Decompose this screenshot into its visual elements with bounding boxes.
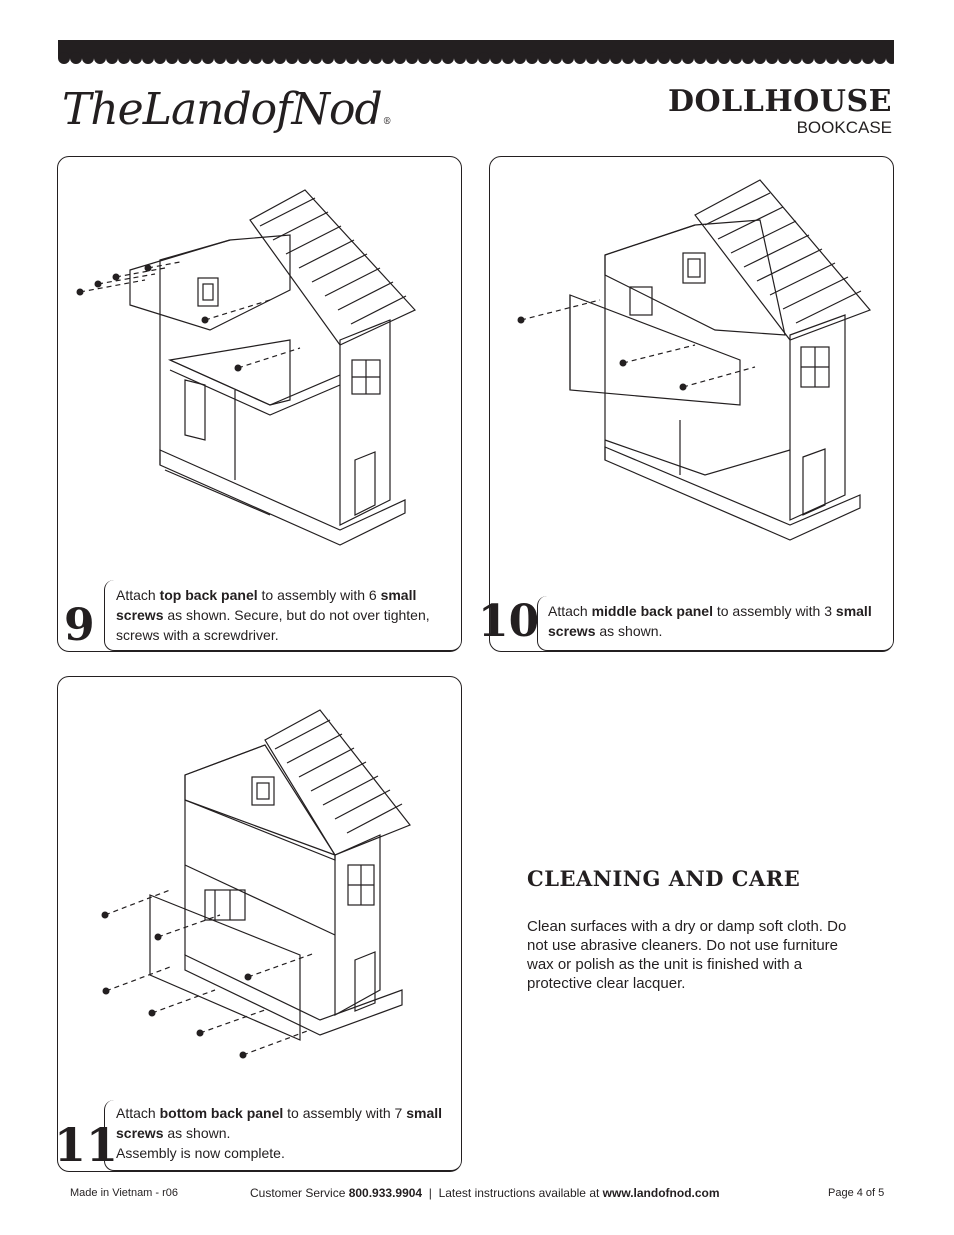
step-9-illustration xyxy=(70,180,450,560)
customer-service-label: Customer Service xyxy=(250,1186,349,1200)
brand-logo xyxy=(62,84,391,135)
step-11-caption-part: as shown. xyxy=(163,1125,231,1141)
step-9-caption-part: as shown. Secure, but do not over tighten, screws with a screwdriver. xyxy=(116,607,430,643)
step-11-caption-part: to assembly with 7 xyxy=(283,1105,407,1121)
brand-logo-text: TheLandofNod xyxy=(62,84,382,135)
step-11-caption-part: small screws xyxy=(116,1105,443,1141)
care-section-text: Clean surfaces with a dry or damp soft cloth. Do not use abrasive cleaners. Do not use furniture wax or polish as the unit is finished with a protective clear lacquer. xyxy=(527,918,847,992)
product-type: BOOKCASE xyxy=(796,118,892,137)
step-10-caption-part: as shown. xyxy=(595,623,663,639)
step-10-caption-part: to assembly with 3 xyxy=(712,603,836,619)
step-9-number: 9 xyxy=(64,600,95,651)
step-10-illustration xyxy=(505,175,880,555)
footer-page-number: Page 4 of 5 xyxy=(828,1187,885,1199)
step-9-caption-part: top back panel xyxy=(159,587,258,603)
step-11-caption xyxy=(116,1103,458,1163)
step-11-illustration xyxy=(90,705,420,1065)
footer-separator-text: | Latest instructions available at xyxy=(422,1186,603,1200)
step-9-caption xyxy=(116,585,458,645)
step-9-caption-part: Attach xyxy=(116,587,160,603)
step-9-caption-part: small screws xyxy=(116,587,417,623)
product-name: DOLLHOUSE xyxy=(667,84,892,119)
step-10-caption xyxy=(548,601,886,641)
product-title xyxy=(668,86,892,138)
step-11-caption-part: Assembly is now complete. xyxy=(116,1145,285,1161)
customer-service-phone[interactable]: 800.933.9904 xyxy=(348,1186,423,1200)
scalloped-header-border xyxy=(58,40,894,66)
care-section-title: CLEANING AND CARE xyxy=(527,866,801,891)
step-10-caption-part: middle back panel xyxy=(591,603,713,619)
step-10-caption-part: small screws xyxy=(548,603,872,639)
step-11-number: 11 xyxy=(54,1118,119,1172)
step-11-caption-part: bottom back panel xyxy=(159,1105,284,1121)
footer-made-in: Made in Vietnam - r06 xyxy=(70,1187,179,1199)
registered-mark: ® xyxy=(382,117,391,127)
website-link[interactable]: www.landofnod.com xyxy=(602,1186,720,1200)
footer-customer-service xyxy=(250,1186,720,1200)
step-11-caption-part: Attach xyxy=(116,1105,160,1121)
step-10-caption-part: Attach xyxy=(548,603,592,619)
step-10-number: 10 xyxy=(478,596,540,647)
step-9-caption-part: to assembly with 6 xyxy=(257,587,381,603)
